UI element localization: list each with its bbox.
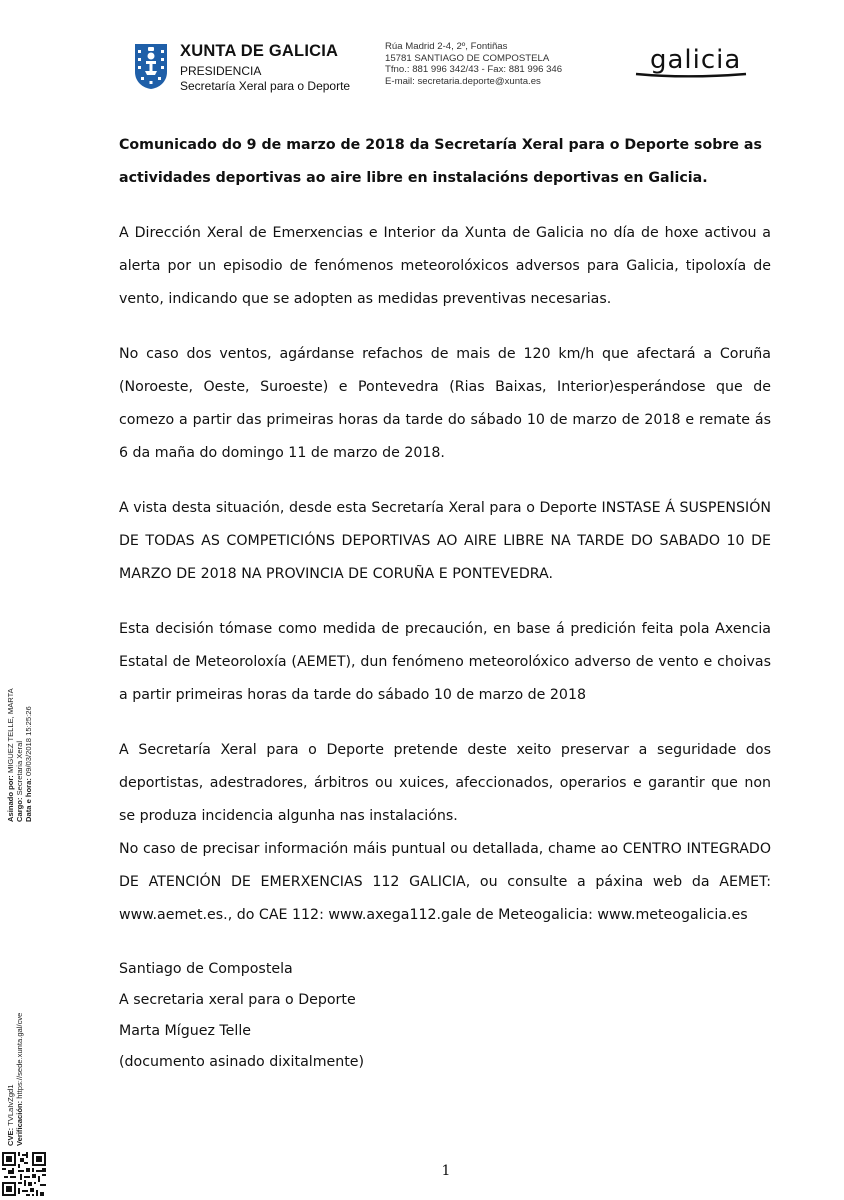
- signature-note: (documento asinado dixitalmente): [119, 1054, 365, 1070]
- document-title: Comunicado do 9 de marzo de 2018 da Secretaría Xeral para o Deporte sobre as actividades deportivas ao aire libre en instalacións deportivas en Galicia.: [119, 137, 762, 186]
- organization-block: [180, 42, 350, 93]
- address-line: 15781 SANTIAGO DE COMPOSTELA: [385, 52, 550, 64]
- org-name: XUNTA DE GALICIA: [180, 42, 339, 60]
- org-department: Secretaría Xeral para o Deporte: [180, 79, 351, 93]
- signature-name: Marta Míguez Telle: [119, 1023, 251, 1039]
- address-block: [385, 41, 562, 87]
- left-margin-stamp: [0, 0, 50, 1200]
- verification-metadata: CVE: TVLaIvZgd1 Verificación: https://sede.xunta.gal/cve: [6, 1012, 24, 1146]
- verification-url: https://sede.xunta.gal/cve: [15, 1012, 24, 1101]
- paragraph-contact: No caso de precisar información máis puntual ou detallada, chame ao CENTRO INTEGRADO DE ATENCIÓN DE EMERXENCIAS 112 GALICIA, ou consulte a páxina web da AEMET: www.aemet.es., do CAE 112: www.axega112.gale de Meteogalicia: www.meteogalicia.es: [119, 841, 771, 923]
- qr-code-icon: [2, 1152, 46, 1196]
- page-number: 1: [441, 1163, 451, 1179]
- datetime-value: 09/03/2018 15:25:26: [24, 706, 33, 779]
- position-value: Secretaria Xeral: [15, 740, 24, 798]
- paragraph-winds: No caso dos ventos, agárdanse refachos de mais de 120 km/h que afectará a Coruña (Noroeste, Oeste, Suroeste) e Pontevedra (Rias Baixas, Interior)esperándose que de comezo a partir das primeiras horas da tarde do sábado 10 de marzo de 2018 e remate ás 6 da maña do domingo 11 de marzo de 2018.: [119, 346, 771, 461]
- paragraph-suspension: A vista desta situación, desde esta Secretaría Xeral para o Deporte INSTASE Á SUSPENSIÓN DE TODAS AS COMPETICIÓNS DEPORTIVAS AO AIRE LIBRE NA TARDE DO SABADO 10 DE MARZO DE 2018 NA PROVINCIA DE CORUÑA E PONTEVEDRA.: [119, 500, 771, 582]
- paragraph-safety: A Secretaría Xeral para o Deporte pretende deste xeito preservar a seguridade dos deportistas, adestradores, árbitros ou xuices, afeccionados, operarios e garantir que non se produza incidencia algunha nas instalacións.: [119, 742, 771, 824]
- paragraph-decision: Esta decisión tómase como medida de precaución, en base á predición feita pola Axencia Estatal de Meteoroloxía (AEMET), dun fenómeno meteorolóxico adverso de vento e choivas a partir primeiras horas da tarde do sábado 10 de marzo de 2018: [119, 621, 771, 703]
- org-unit: PRESIDENCIA: [180, 64, 262, 78]
- signed-by-value: MIGUEZ TELLE, MARTA: [6, 688, 15, 776]
- phone-line: Tfno.: 881 996 342/43 - Fax: 881 996 346: [385, 64, 563, 76]
- letterhead: [0, 38, 844, 108]
- signature-place: Santiago de Compostela: [119, 961, 293, 977]
- paragraph-alert: A Dirección Xeral de Emerxencias e Interior da Xunta de Galicia no día de hoxe activou a alerta por un episodio de fenómenos meteorolóxicos adversos para Galicia, tipoloxía de vento, indicando que se adopten as medidas preventivas necesarias.: [119, 225, 771, 307]
- signature-role: A secretaria xeral para o Deporte: [119, 992, 356, 1008]
- galicia-logo-text: galicia: [650, 45, 742, 75]
- signature-block: [119, 954, 771, 1078]
- cve-value: TVLaIvZgd1: [6, 1084, 15, 1128]
- signature-metadata: Asinado por: MIGUEZ TELLE, MARTA Cargo: Secretaria Xeral Data e hora: 09/03/2018 15:25:26: [6, 688, 33, 822]
- email-line: E-mail: secretaria.deporte@xunta.es: [385, 75, 541, 87]
- document-body: [119, 129, 771, 1078]
- xunta-shield-icon: [133, 42, 169, 90]
- galicia-logo: [628, 44, 788, 78]
- address-line: Rúa Madrid 2-4, 2º, Fontiñas: [385, 41, 508, 52]
